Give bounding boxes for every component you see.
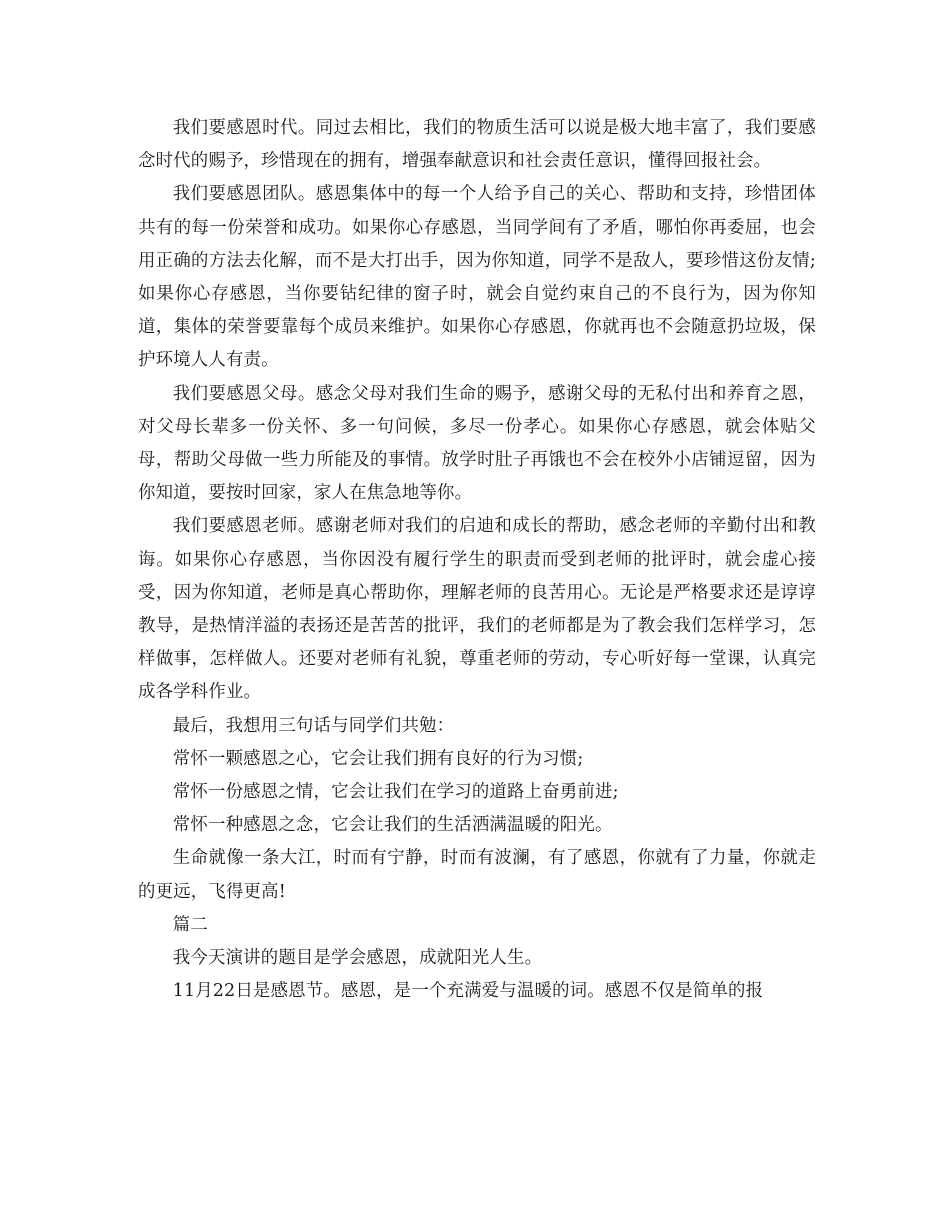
paragraph-thank-parents: 我们要感恩父母。感念父母对我们生命的赐予，感谢父母的无私付出和养育之恩，对父母长辈多一份关怀、多一句问候，多尽一份孝心。如果你心存感恩，就会体贴父母，帮助父母做一些力所能及的事情。放学时肚子再饿也不会在校外小店铺逗留，因为你知道，要按时回家，家人在焦急地等你。 bbox=[138, 383, 816, 504]
paragraph-motto-1: 常怀一颗感恩之心，它会让我们拥有良好的行为习惯; bbox=[172, 748, 584, 769]
paragraph-closing-intro: 最后，我想用三句话与同学们共勉： bbox=[172, 715, 455, 736]
paragraph-thank-era: 我们要感恩时代。同过去相比，我们的物质生活可以说是极大地丰富了，我们要感念时代的赐予，珍惜现在的拥有，增强奉献意识和社会责任意识，懂得回报社会。 bbox=[138, 118, 816, 172]
paragraph-motto-3: 常怀一种感恩之念，它会让我们的生活洒满温暖的阳光。 bbox=[172, 815, 613, 836]
document-body bbox=[138, 112, 816, 1008]
paragraph-thank-teachers: 我们要感恩老师。感谢老师对我们的启迪和成长的帮助，感念老师的辛勤付出和教诲。如果你心存感恩，当你因没有履行学生的职责而受到老师的批评时，就会虚心接受，因为你知道，老师是真心帮助你，理解老师的良苦用心。无论是严格要求还是谆谆教导，是热情洋溢的表扬还是苦苦的批评，我们的老师都是为了教会我们怎样学习，怎样做事，怎样做人。还要对老师有礼貌，尊重老师的劳动，专心听好每一堂课，认真完成各学科作业。 bbox=[138, 516, 816, 703]
paragraph-life-river: 生命就像一条大江，时而有宁静，时而有波澜，有了感恩，你就有了力量，你就走的更远，飞得更高! bbox=[138, 848, 816, 902]
paragraph-motto-2: 常怀一份感恩之情，它会让我们在学习的道路上奋勇前进; bbox=[172, 782, 619, 803]
paragraph-thanksgiving-day: 11月22日是感恩节。感恩，是一个充满爱与温暖的词。感恩不仅是简单的报 bbox=[172, 981, 764, 1002]
section-heading-part-two: 篇二 bbox=[172, 914, 208, 935]
paragraph-thank-team: 我们要感恩团队。感恩集体中的每一个人给予自己的关心、帮助和支持，珍惜团体共有的每一份荣誉和成功。如果你心存感恩，当同学间有了矛盾，哪怕你再委屈，也会用正确的方法去化解，而不是大打出手，因为你知道，同学不是敌人，要珍惜这份友情;如果你心存感恩，当你要钻纪律的窗子时，就会自觉约束自己的不良行为，因为你知道，集体的荣誉要靠每个成员来维护。如果你心存感恩，你就再也不会随意扔垃圾，保护环境人人有责。 bbox=[138, 184, 816, 371]
paragraph-speech-topic: 我今天演讲的题目是学会感恩，成就阳光人生。 bbox=[172, 948, 543, 969]
